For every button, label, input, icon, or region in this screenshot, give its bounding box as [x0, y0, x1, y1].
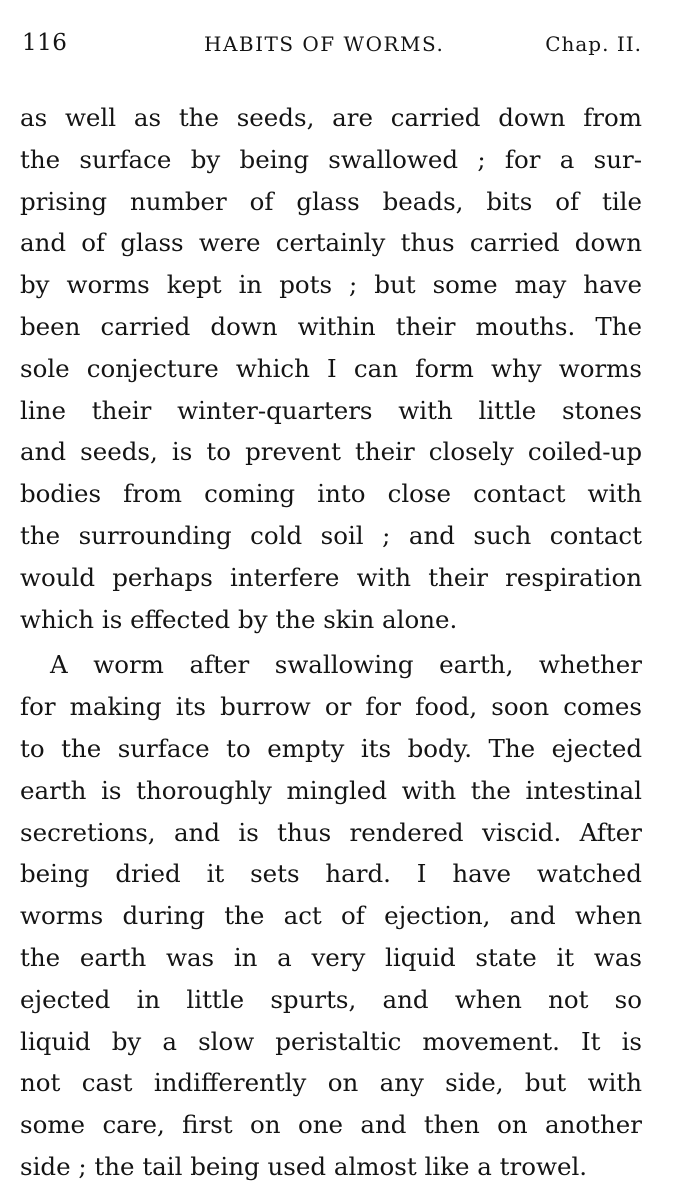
running-title: HABITS OF WORMS.: [204, 32, 445, 56]
text-line: sole conjecture which I can form why worms: [20, 353, 642, 383]
text-line: secretions, and is thus rendered viscid. After: [20, 817, 642, 847]
text-line: and of glass were certainly thus carried down: [20, 228, 642, 258]
paragraph-2: [20, 644, 642, 1187]
text-line: been carried down within their mouths. The: [20, 311, 642, 341]
text-line: would perhaps interfere with their respiration: [20, 562, 642, 592]
text-line: being dried it sets hard. I have watched: [20, 859, 642, 889]
text-line: side ; the tail being used almost like a trowel.: [20, 1151, 588, 1181]
text-line: the earth was in a very liquid state it was: [20, 942, 642, 972]
running-head: [22, 30, 642, 70]
text-line: ejected in little spurts, and when not so: [20, 984, 642, 1014]
text-line: the surrounding cold soil ; and such contact: [20, 520, 642, 550]
text-line: A worm after swallowing earth, whether: [50, 650, 642, 680]
text-line: worms during the act of ejection, and when: [20, 901, 642, 931]
text-line: liquid by a slow peristaltic movement. It is: [20, 1026, 642, 1056]
text-line: by worms kept in pots ; but some may have: [20, 270, 642, 300]
text-line: some care, first on one and then on another: [20, 1110, 642, 1140]
text-line: prising number of glass beads, bits of tile: [20, 186, 642, 216]
chapter-label: Chap. II.: [545, 32, 642, 56]
text-line: as well as the seeds, are carried down from: [20, 103, 642, 132]
text-line: not cast indifferently on any side, but with: [20, 1068, 642, 1098]
text-line: earth is thoroughly mingled with the intestinal: [20, 775, 642, 805]
page-number: 116: [22, 30, 68, 56]
text-line: for making its burrow or for food, soon comes: [20, 692, 642, 722]
text-line: line their winter-quarters with little stones: [20, 395, 642, 425]
text-line: bodies from coming into close contact with: [20, 479, 642, 509]
text-line: which is effected by the skin alone.: [20, 604, 458, 634]
body-text: [20, 97, 642, 1188]
text-line: to the surface to empty its body. The ejected: [20, 733, 642, 763]
text-line: and seeds, is to prevent their closely coiled-up: [20, 437, 642, 467]
text-line: the surface by being swallowed ; for a sur-: [20, 144, 642, 174]
paragraph-1: [20, 97, 642, 640]
